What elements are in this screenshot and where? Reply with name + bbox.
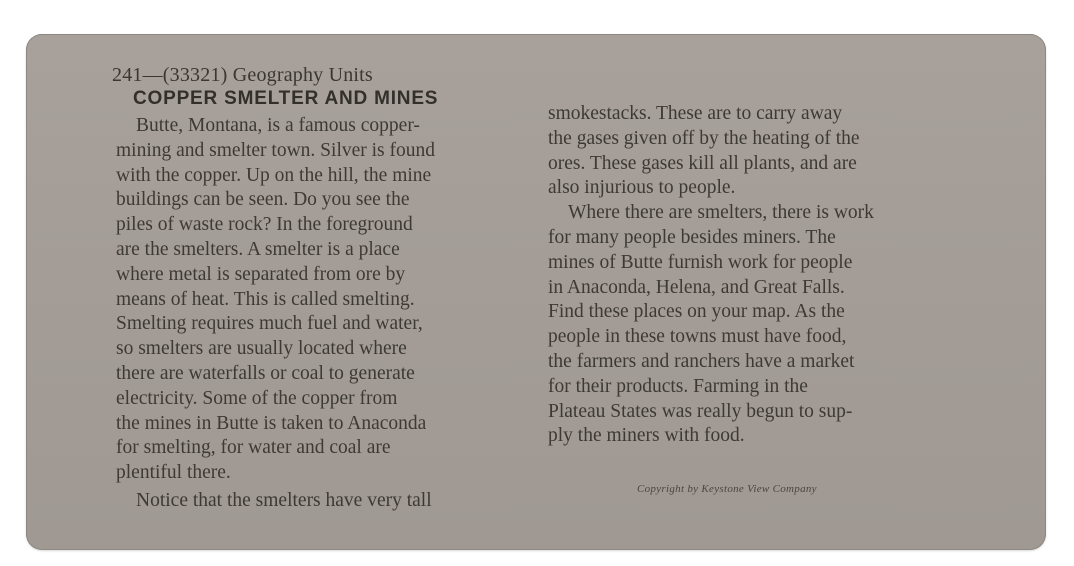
copyright-notice: Copyright by Keystone View Company — [637, 483, 817, 495]
text-line: the mines in Butte is taken to Anaconda — [116, 412, 427, 434]
text-line: there are waterfalls or coal to generate — [116, 362, 415, 384]
text-line: where metal is separated from ore by — [116, 263, 406, 285]
text-line: with the copper. Up on the hill, the mine — [116, 164, 432, 186]
text-line: so smelters are usually located where — [116, 338, 407, 360]
text-line: piles of waste rock? In the foreground — [116, 214, 413, 236]
text-line: smokestacks. These are to carry away — [548, 103, 843, 124]
text-line: means of heat. This is called smelting. — [116, 288, 415, 310]
catalog-number-line: 241—(33321) Geography Units — [112, 64, 373, 86]
text-line: also injurious to people. — [548, 177, 736, 199]
text-line: in Anaconda, Helena, and Great Falls. — [548, 276, 845, 298]
text-line: mines of Butte furnish work for people — [548, 251, 853, 273]
text-line: for their products. Farming in the — [548, 375, 808, 397]
text-line: Smelting requires much fuel and water, — [116, 313, 423, 335]
text-line: Find these places on your map. As the — [548, 301, 845, 323]
left-text-column — [116, 114, 528, 514]
text-line: plentiful there. — [116, 462, 231, 484]
text-line: mining and smelter town. Silver is found — [116, 139, 436, 161]
text-line: ply the miners with food. — [548, 425, 745, 447]
right-text-column — [548, 102, 962, 449]
text-line: for smelting, for water and coal are — [116, 437, 391, 459]
text-line: for many people besides miners. The — [548, 226, 836, 248]
text-line: buildings can be seen. Do you see the — [116, 189, 410, 211]
page-title: COPPER SMELTER AND MINES — [133, 88, 439, 109]
text-line: are the smelters. A smelter is a place — [116, 238, 400, 260]
text-line: Where there are smelters, there is work — [568, 202, 874, 224]
text-line: the farmers and ranchers have a market — [548, 350, 855, 372]
text-line: ores. These gases kill all plants, and are — [548, 152, 857, 174]
text-line: Notice that the smelters have very tall — [136, 489, 432, 511]
text-line: the gases given off by the heating of the — [548, 127, 860, 149]
text-line: electricity. Some of the copper from — [116, 387, 398, 409]
text-line: Butte, Montana, is a famous copper- — [136, 115, 420, 136]
text-line: people in these towns must have food, — [548, 326, 847, 348]
text-line: Plateau States was really begun to sup- — [548, 400, 853, 422]
